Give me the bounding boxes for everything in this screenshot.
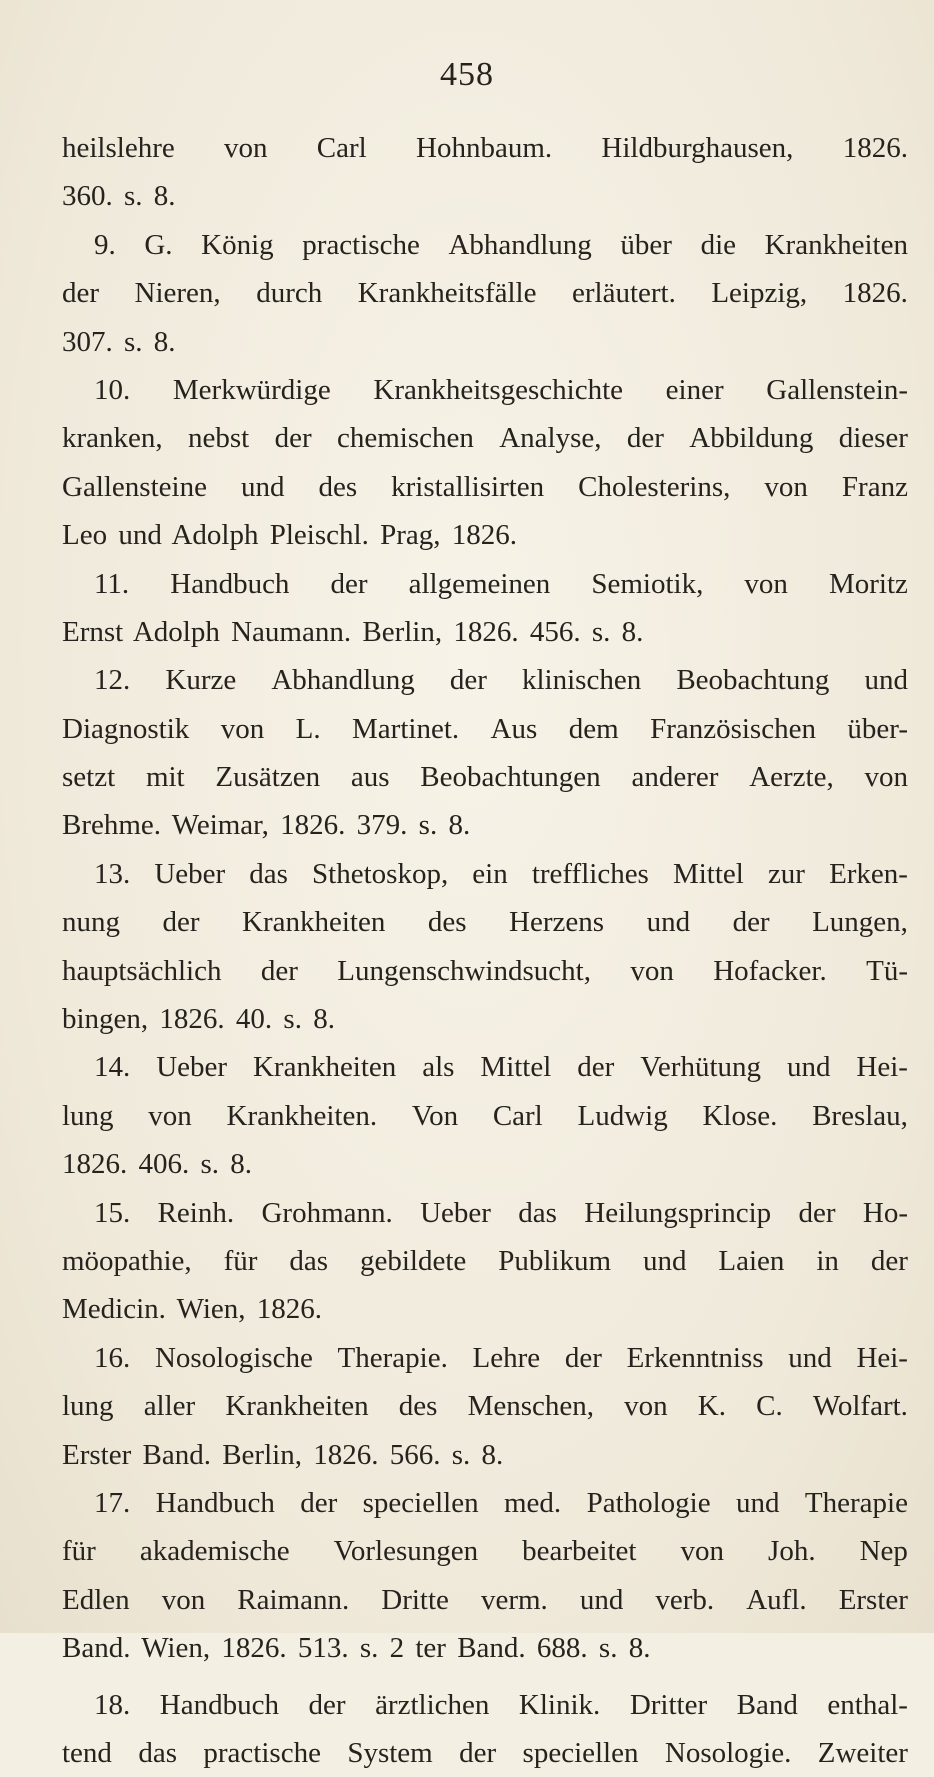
text-line: 14. Ueber Krankheiten als Mittel der Verhütung und Hei- xyxy=(94,1051,908,1084)
text-line: heilslehre von Carl Hohnbaum. Hildburghausen, 1826. xyxy=(62,132,908,164)
text-line: Ernst Adolph Naumann. Berlin, 1826. 456. s. 8. xyxy=(62,615,644,648)
text-line: 15. Reinh. Grohmann. Ueber das Heilungsprincip der Ho- xyxy=(94,1196,908,1229)
text-line: Leo und Adolph Pleischl. Prag, 1826. xyxy=(62,519,517,552)
text-line: 10. Merkwürdige Krankheitsgeschichte einer Gallenstein- xyxy=(94,373,908,406)
text-line: Medicin. Wien, 1826. xyxy=(62,1293,323,1326)
text-line: kranken, nebst der chemischen Analyse, der Abbildung dieser xyxy=(62,422,908,455)
text-line: 17. Handbuch der speciellen med. Pathologie und Therapie xyxy=(94,1486,908,1519)
text-line: Erster Band. Berlin, 1826. 566. s. 8. xyxy=(62,1438,504,1471)
text-line: 12. Kurze Abhandlung der klinischen Beobachtung und xyxy=(94,664,908,697)
text-line: Brehme. Weimar, 1826. 379. s. 8. xyxy=(62,809,471,842)
text-line: nung der Krankheiten des Herzens und der Lungen, xyxy=(62,906,908,939)
text-line: Band. Wien, 1826. 513. s. 2 ter Band. 688. s. 8. xyxy=(62,1632,651,1665)
text-line: 18. Handbuch der ärztlichen Klinik. Dritter Band enthal- xyxy=(94,1688,908,1721)
text-line: 11. Handbuch der allgemeinen Semiotik, von Moritz xyxy=(94,567,908,600)
text-line: 13. Ueber das Sthetoskop, ein treffliches Mittel zur Erken- xyxy=(94,857,908,890)
text-line: der Nieren, durch Krankheitsfälle erläutert. Leipzig, 1826. xyxy=(62,277,908,310)
text-line: tend das practische System der speciellen Nosologie. Zweiter xyxy=(62,1736,908,1769)
bibliography-text xyxy=(62,124,908,1777)
page-number: 458 xyxy=(440,56,494,93)
text-line: Edlen von Raimann. Dritte verm. und verb. Aufl. Erster xyxy=(62,1583,908,1616)
text-line: möopathie, für das gebildete Publikum und Laien in der xyxy=(62,1244,908,1277)
text-line: für akademische Vorlesungen bearbeitet von Joh. Nep xyxy=(62,1535,908,1568)
text-line: Diagnostik von L. Martinet. Aus dem Französischen über- xyxy=(62,712,908,745)
text-line: lung von Krankheiten. Von Carl Ludwig Klose. Breslau, xyxy=(62,1099,908,1132)
text-line: bingen, 1826. 40. s. 8. xyxy=(62,1003,335,1036)
text-line: lung aller Krankheiten des Menschen, von K. C. Wolfart. xyxy=(62,1390,908,1423)
text-line: 16. Nosologische Therapie. Lehre der Erkenntniss und Hei- xyxy=(94,1341,908,1374)
text-line: setzt mit Zusätzen aus Beobachtungen anderer Aerzte, von xyxy=(62,761,908,794)
text-line: 360. s. 8. xyxy=(62,180,176,213)
text-line: 9. G. König practische Abhandlung über die Krankheiten xyxy=(94,228,908,261)
text-line: 1826. 406. s. 8. xyxy=(62,1148,253,1181)
text-line: Gallensteine und des kristallisirten Cholesterins, von Franz xyxy=(62,470,908,503)
text-line: hauptsächlich der Lungenschwindsucht, von Hofacker. Tü- xyxy=(62,954,908,987)
text-line: 307. s. 8. xyxy=(62,325,176,358)
